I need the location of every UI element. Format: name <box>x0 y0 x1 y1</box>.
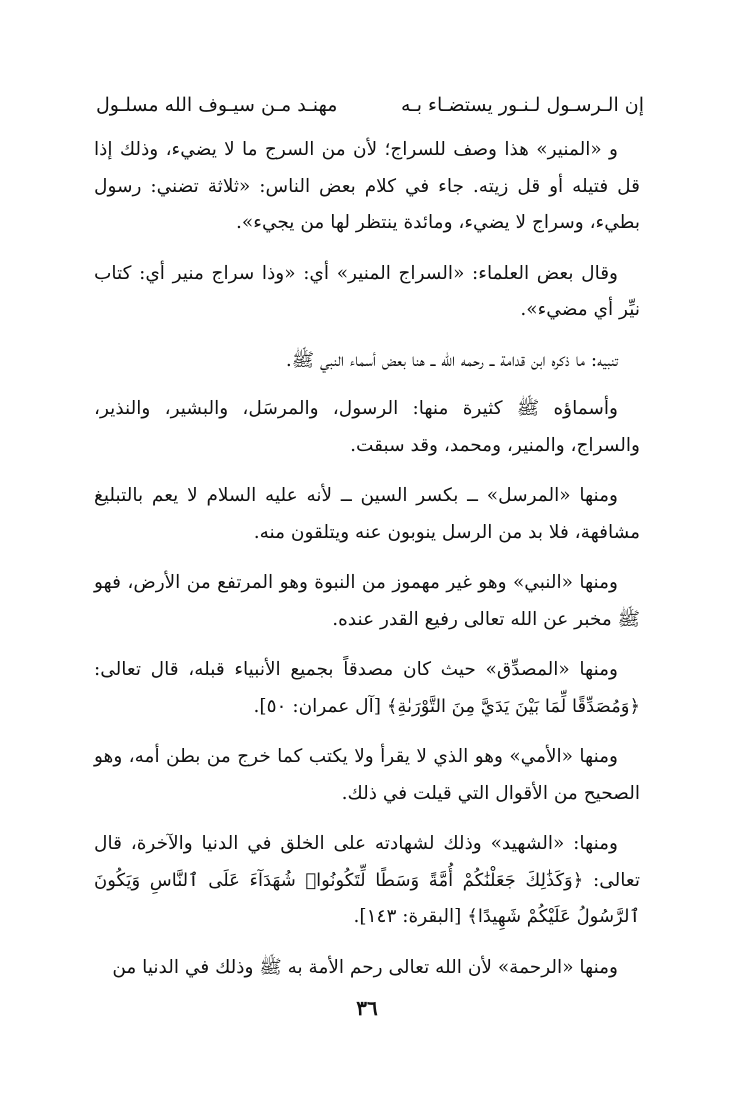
paragraph-munir-definition: و «المنير» هذا وصف للسراج؛ لأن من السرج ما لا يضيء، وذلك إذا قل فتيله أو قل زيته. جاء في كلام بعض الناس: «ثلاثة تضني: رسول بطيء، وسراج لا يضيء، ومائدة ينتظر لها من يجيء». <box>94 139 640 233</box>
paragraph-ummi: ومنها «الأمي» وهو الذي لا يقرأ ولا يكتب كما خرج من بطن أمه، وهو الصحيح من الأقوال التي قيلت في ذلك. <box>94 746 640 804</box>
paragraph-scholars-saying: وقال بعض العلماء: «السراج المنير» أي: «وذا سراج منير أي: كتاب نيِّر أي مضيء». <box>94 262 640 320</box>
verse-second-hemistich: مهنـد مـن سيـوف الله مسلـول <box>96 94 338 116</box>
paragraph-musaddiq <box>94 652 640 725</box>
page-number: ٣٦ <box>356 996 378 1020</box>
paragraph-shahid-reference: [البقرة: ١٤٣]. <box>353 906 468 927</box>
paragraph-nabi: ومنها «النبي» وهو غير مهموز من النبوة وهو المرتفع من الأرض، فهو ﷺ مخبر عن الله تعالى رفيع القدر عنده. <box>94 572 640 630</box>
paragraph-shahid <box>94 826 640 936</box>
verse-first-hemistich: إن الـرسـول لـنـور يستضـاء بـه <box>400 94 644 116</box>
paragraph-names-list: وأسماؤه ﷺ كثيرة منها: الرسول، والمرسَل، والبشير، والنذير، والسراج، والمنير، ومحمد، وقد سبقت. <box>94 398 640 456</box>
paragraph-musaddiq-text: ومنها «المصدِّق» حيث كان مصدقاً بجميع الأنبياء قبله، قال تعالى: <box>94 659 618 680</box>
paragraph-notice: تنبيه: ما ذكره ابن قدامة ــ رحمه الله ــ هنا بعض أسماء النبي ﷺ. <box>285 349 618 371</box>
quran-verse-al-baqara: ﴿وَكَذَٰلِكَ جَعَلْنَٰكُمْ أُمَّةً وَسَطًا لِّتَكُونُوا۟ شُهَدَآءَ عَلَى ٱلنَّاسِ وَيَكُونَ ٱلرَّسُولُ عَلَيْكُمْ شَهِيدًا﴾ <box>94 869 640 927</box>
paragraph-rahma: ومنها «الرحمة» لأن الله تعالى رحم الأمة به ﷺ وذلك في الدنيا من <box>112 956 618 978</box>
quran-verse-al-imran: ﴿وَمُصَدِّقًا لِّمَا بَيْنَ يَدَيَّ مِنَ التَّوْرَىٰةِ﴾ <box>386 695 640 717</box>
paragraph-mursil: ومنها «المرسل» ــ بكسر السين ــ لأنه عليه السلام لا يعم بالتبليغ مشافهة، فلا بد من الرسل ينوبون عنه ويتلقون منه. <box>94 485 640 543</box>
poetry-verse <box>96 90 644 120</box>
paragraph-shahid-text: ومنها: «الشهيد» وذلك لشهادته على الخلق في الدنيا والآخرة، قال تعالى: <box>94 833 640 891</box>
paragraph-musaddiq-reference: [آل عمران: ٥٠]. <box>253 695 387 717</box>
body-text <box>94 132 640 1000</box>
